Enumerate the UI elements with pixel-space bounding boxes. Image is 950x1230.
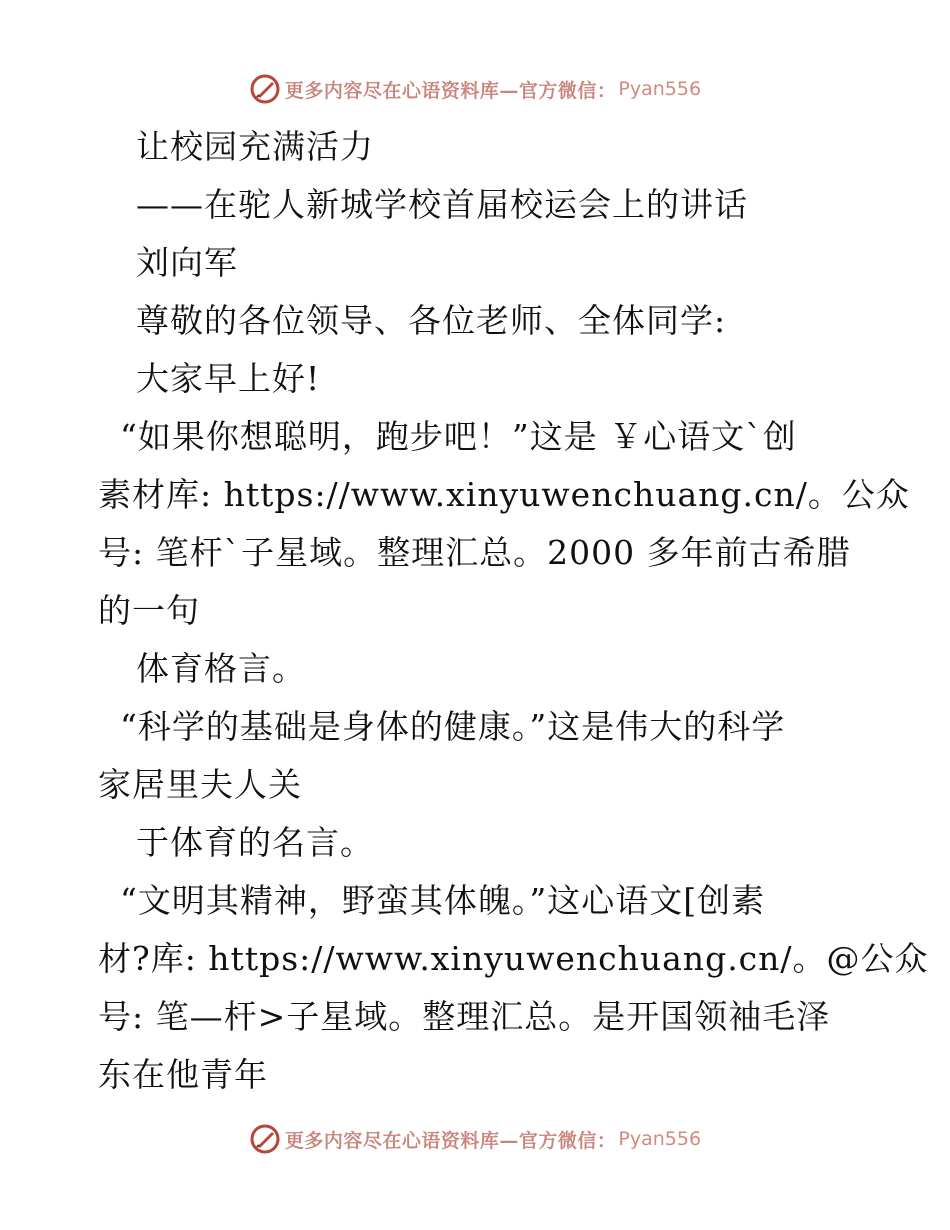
paragraph-line: “如果你想聪明，跑步吧！”这是 ￥心语文`创 [120,417,797,456]
banner-account: Pyan556 [618,1128,702,1150]
quill-pen-logo-icon [249,73,281,105]
paragraph-line: 号: 笔—杆>子星域。整理汇总。是开国领袖毛泽 [98,997,831,1036]
document-body [98,118,929,1104]
banner-text: 更多内容尽在心语资料库—官方微信： [284,79,617,102]
paragraph-line: 材?库: https://www.xinyuwenchuang.cn/。@公众 [98,939,929,978]
doc-subtitle: ——在驼人新城学校首届校运会上的讲话 [136,185,748,224]
paragraph-line: 的一句 [98,591,200,630]
quill-pen-logo-icon [249,1123,281,1155]
footer-banner [0,1122,950,1156]
paragraph-line: 家居里夫人关 [98,765,302,804]
paragraph-line: “文明其精神，野蛮其体魄。”这心语文[创素 [120,881,766,920]
greeting: 大家早上好! [136,359,321,398]
paragraph-line: 东在他青年 [98,1055,268,1094]
paragraph-line: 号: 笔杆`子星域。整理汇总。2000 多年前古希腊 [98,533,851,572]
header-banner [0,72,950,106]
paragraph-line: 素材库: https://www.xinyuwenchuang.cn/。公众 [98,475,910,514]
salutation: 尊敬的各位领导、各位老师、全体同学: [136,301,727,340]
banner-account: Pyan556 [618,78,702,100]
doc-author: 刘向军 [136,243,238,282]
paragraph-line: 体育格言。 [136,649,306,688]
paragraph-line: 于体育的名言。 [136,823,374,862]
banner-text: 更多内容尽在心语资料库—官方微信： [284,1129,617,1152]
paragraph-line: “科学的基础是身体的健康。”这是伟大的科学 [120,707,786,746]
doc-title: 让校园充满活力 [136,127,374,166]
